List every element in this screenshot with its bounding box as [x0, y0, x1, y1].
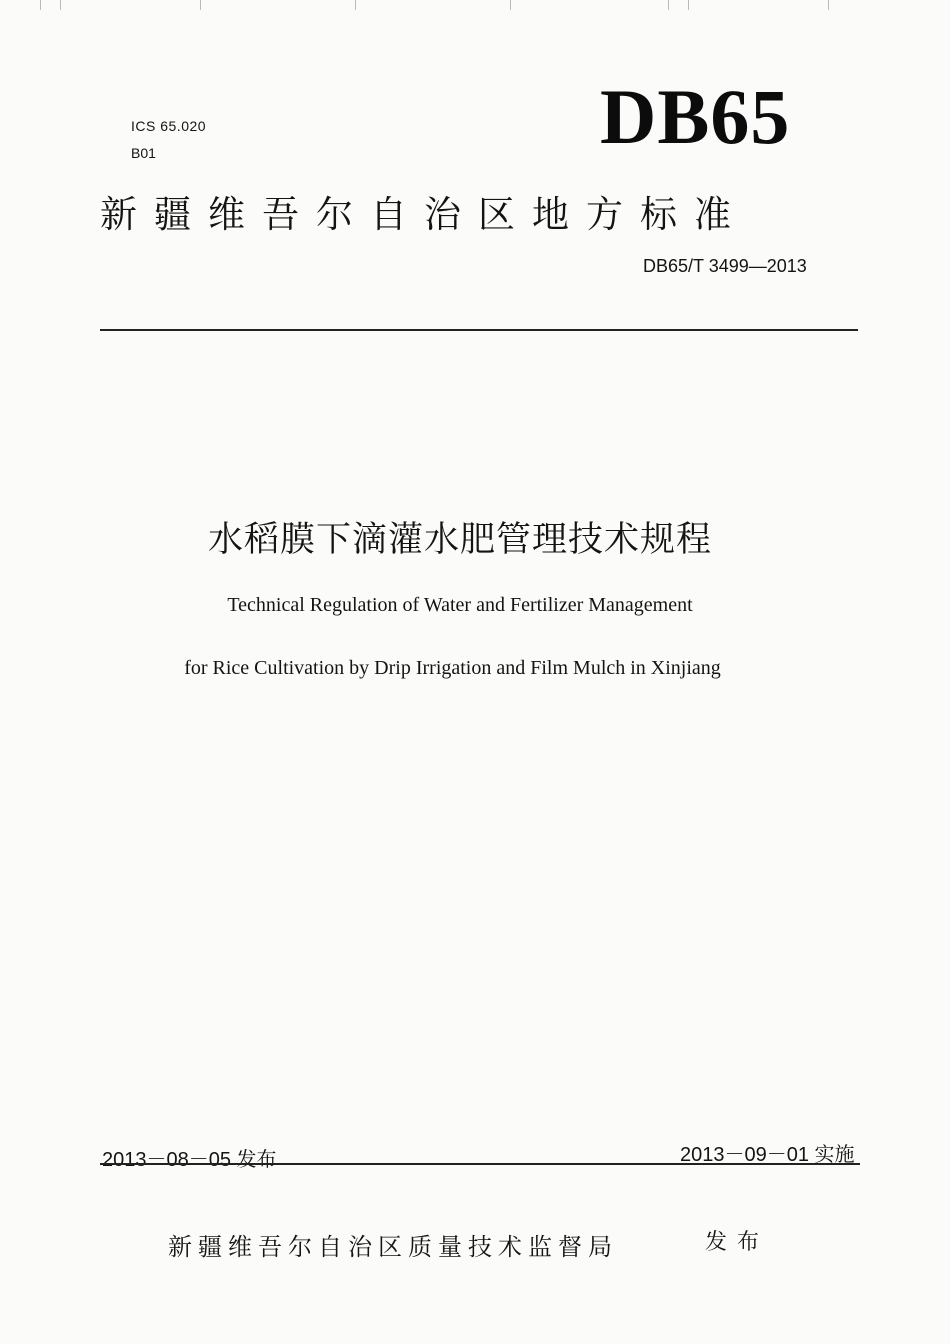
- english-title-line-2: for Rice Cultivation by Drip Irrigation and Film Mulch in Xinjiang: [184, 657, 721, 679]
- chinese-title: 水稻膜下滴灌水肥管理技术规程: [207, 520, 712, 559]
- issue-label: 发布: [705, 1229, 770, 1254]
- standard-number: DB65/T 3499—2013: [643, 256, 807, 276]
- publish-date: 2013－08－05 发布: [102, 1149, 277, 1171]
- standard-type: 新疆维吾尔自治区地方标准: [100, 194, 748, 235]
- issuing-authority: 新疆维吾尔自治区质量技术监督局: [168, 1234, 618, 1261]
- english-title-line-1: Technical Regulation of Water and Fertilizer Management: [227, 594, 693, 616]
- header-divider: [100, 329, 858, 331]
- classification-code: B01: [131, 145, 156, 161]
- footer-divider: [100, 1163, 860, 1165]
- standard-logo: DB65: [600, 73, 791, 160]
- effective-date: 2013－09－01 实施: [680, 1144, 855, 1166]
- ics-code: ICS 65.020: [131, 118, 207, 134]
